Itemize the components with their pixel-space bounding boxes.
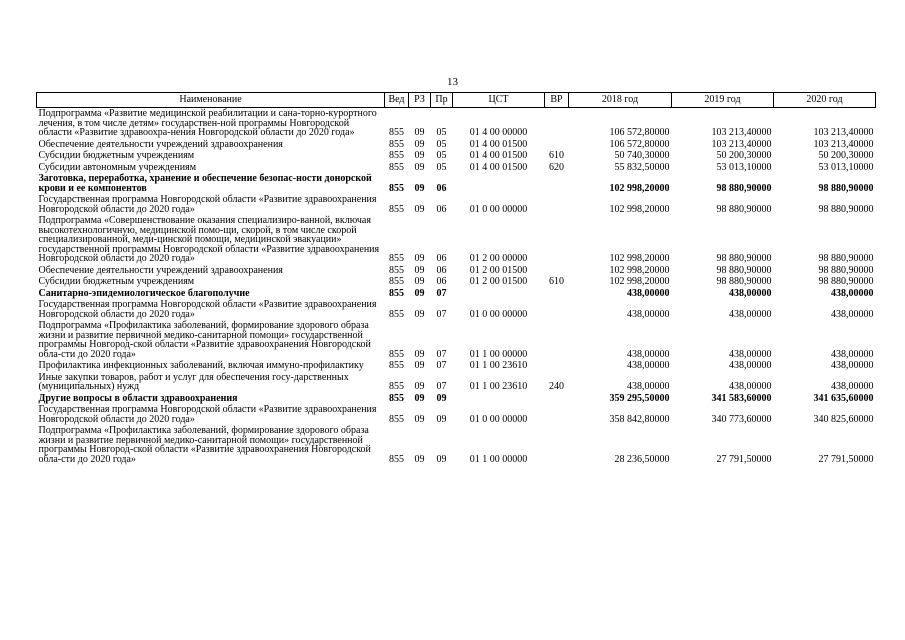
cell-ved: 855 [389,413,404,425]
cell-vr [545,425,569,465]
cell-pr: 09 [436,453,447,465]
cell-vr: 610 [549,150,564,161]
cell-vr [545,299,569,320]
cell-rz: 09 [414,392,425,404]
cell-cst [453,288,545,300]
cell-ved: 855 [389,264,404,276]
cell-2018: 106 572,80000 [609,138,670,150]
cell-2020: 50 200,30000 [818,150,874,161]
header-ved: Вед [385,93,409,108]
cell-2018: 438,00000 [627,287,670,299]
cell-name: Государственная программа Новгородской области «Развитие здравоохранения Новгородской области до 2020 года» [38,194,377,215]
cell-ved: 855 [389,127,404,138]
cell-2020: 98 880,90000 [818,203,874,215]
cell-vr [545,404,569,425]
cell-cst: 01 1 00 23610 [469,381,528,392]
table-row [37,320,876,360]
table-row [37,276,876,288]
cell-cst: 01 1 00 00000 [469,348,528,360]
cell-name: Профилактика инфекционных заболеваний, включая иммуно-профилактику [38,360,364,371]
table-row [37,150,876,162]
cell-vr [545,139,569,151]
cell-2020: 340 825,60000 [813,413,874,425]
cell-name: Субсидии бюджетным учреждениям [38,150,195,161]
cell-2019: 340 773,60000 [711,413,772,425]
cell-pr: 07 [436,287,447,299]
cell-name: Иные закупки товаров, работ и услуг для обеспечения госу-дарственных (муниципальных) нужд [38,371,349,392]
cell-rz: 09 [414,161,425,173]
cell-rz: 09 [414,150,425,161]
header-name: Наименование [37,93,385,108]
cell-cst: 01 2 00 01500 [469,276,528,287]
cell-cst: 01 4 00 01500 [469,138,528,150]
cell-2020: 341 635,60000 [813,392,874,404]
cell-vr: 240 [549,381,564,392]
cell-ved: 855 [389,203,404,215]
table-header-row [37,93,876,108]
cell-2019: 98 880,90000 [716,203,772,215]
cell-pr: 07 [436,381,447,392]
cell-2018: 102 998,20000 [609,203,670,215]
cell-rz: 09 [414,308,425,320]
cell-2019: 438,00000 [729,287,772,299]
cell-pr: 05 [436,127,447,138]
cell-name: Подпрограмма «Профилактика заболеваний, формирование здорового образа жизни и развитие первичной медико-санитарной помощи» государственной программы Новгород-ской области «Развитие здравоохранения Новгородской обла-сти до 2020 года» [38,320,371,360]
cell-cst: 01 0 00 00000 [469,413,528,425]
cell-2019: 98 880,90000 [716,253,772,264]
cell-2020: 98 880,90000 [818,253,874,264]
cell-ved: 855 [389,150,404,161]
table-row [37,173,876,194]
cell-rz: 09 [414,360,425,371]
cell-ved: 855 [389,392,404,404]
cell-ved: 855 [389,253,404,264]
cell-name: Другие вопросы в области здравоохранения [38,392,238,404]
cell-2019: 103 213,40000 [711,127,772,138]
cell-2019: 98 880,90000 [716,264,772,276]
page-number: 13 [447,76,458,88]
cell-2019: 341 583,60000 [711,392,772,404]
cell-2020: 98 880,90000 [818,182,874,194]
cell-vr [545,265,569,277]
cell-cst: 01 1 00 23610 [469,360,528,371]
cell-2020: 53 013,10000 [818,161,874,173]
cell-pr: 07 [436,360,447,371]
cell-pr: 09 [436,413,447,425]
table-row [37,299,876,320]
cell-pr: 06 [436,264,447,276]
cell-cst [453,173,545,194]
cell-cst: 01 4 00 01500 [469,161,528,173]
header-pr: Пр [431,93,453,108]
table-row [37,360,876,372]
cell-2018: 438,00000 [627,360,670,371]
cell-2020: 438,00000 [831,381,874,392]
cell-vr [545,108,569,139]
cell-cst: 01 2 00 00000 [469,253,528,264]
cell-name: Обеспечение деятельности учреждений здравоохранения [38,264,283,276]
cell-pr: 05 [436,150,447,161]
cell-2020: 438,00000 [831,308,874,320]
cell-cst: 01 4 00 01500 [469,150,528,161]
cell-rz: 09 [414,413,425,425]
cell-cst: 01 4 00 00000 [469,127,528,138]
header-vr: ВР [545,93,569,108]
cell-ved: 855 [389,348,404,360]
cell-vr [545,393,569,405]
cell-2020: 438,00000 [831,348,874,360]
cell-vr: 610 [549,276,564,287]
cell-name: Заготовка, переработка, хранение и обеспечение безопас-ности донорской крови и ее компонентов [38,173,372,194]
cell-rz: 09 [414,381,425,392]
cell-2018: 438,00000 [627,308,670,320]
cell-ved: 855 [389,138,404,150]
cell-2020: 98 880,90000 [818,264,874,276]
cell-pr: 07 [436,308,447,320]
cell-cst: 01 0 00 00000 [469,203,528,215]
cell-name: Санитарно-эпидемиологическое благополучие [38,287,250,299]
cell-2019: 50 200,30000 [716,150,772,161]
cell-2018: 102 998,20000 [609,253,670,264]
cell-pr: 05 [436,138,447,150]
cell-pr: 06 [436,253,447,264]
table-row [37,108,876,139]
cell-2018: 50 740,30000 [614,150,670,161]
cell-pr: 06 [436,276,447,287]
table-row [37,265,876,277]
header-2018: 2018 год [569,93,672,108]
cell-vr [545,320,569,360]
cell-2020: 98 880,90000 [818,276,874,287]
cell-2019: 438,00000 [729,348,772,360]
cell-2019: 98 880,90000 [716,182,772,194]
table-row [37,372,876,393]
cell-ved: 855 [389,276,404,287]
cell-rz: 09 [414,138,425,150]
budget-table [36,92,876,465]
cell-vr [545,173,569,194]
cell-2019: 53 013,10000 [716,161,772,173]
header-2020: 2020 год [774,93,876,108]
cell-vr [545,288,569,300]
cell-2020: 103 213,40000 [813,127,874,138]
cell-name: Подпрограмма «Развитие медицинской реабилитации и сана-торно-курортного лечения, в том числе детям» государствен-ной программы Новгородской области «Развитие здравоохра-нения Новгородской области до 2020 года» [38,108,377,138]
cell-vr: 620 [549,161,564,173]
cell-ved: 855 [389,287,404,299]
cell-pr: 09 [436,392,447,404]
cell-2019: 27 791,50000 [716,453,772,465]
cell-2019: 438,00000 [729,381,772,392]
cell-2019: 98 880,90000 [716,276,772,287]
cell-name: Обеспечение деятельности учреждений здравоохранения [38,138,283,150]
cell-2020: 27 791,50000 [818,453,874,465]
cell-name: Субсидии бюджетным учреждениям [38,276,195,287]
cell-ved: 855 [389,308,404,320]
table-row [37,393,876,405]
table-row [37,425,876,465]
cell-2020: 438,00000 [831,287,874,299]
cell-name: Подпрограмма «Профилактика заболеваний, формирование здорового образа жизни и развитие первичной медико-санитарной помощи» государственной программы Новгород-ской области «Развитие здравоохранения Новгородской обла-сти до 2020 года» [38,425,371,465]
cell-rz: 09 [414,276,425,287]
table-body [37,108,876,466]
cell-2019: 438,00000 [729,360,772,371]
table-row [37,404,876,425]
cell-ved: 855 [389,161,404,173]
cell-vr [545,215,569,265]
cell-2018: 102 998,20000 [609,182,670,194]
cell-rz: 09 [414,348,425,360]
cell-2018: 106 572,80000 [609,127,670,138]
cell-rz: 09 [414,264,425,276]
cell-cst [453,393,545,405]
cell-2018: 102 998,20000 [609,264,670,276]
table-row [37,162,876,174]
header-cst: ЦСТ [453,93,545,108]
cell-name: Государственная программа Новгородской области «Развитие здравоохранения Новгородской области до 2020 года» [38,404,377,425]
cell-pr: 07 [436,348,447,360]
cell-2018: 359 295,50000 [609,392,670,404]
cell-2018: 102 998,20000 [609,276,670,287]
header-rz: РЗ [409,93,431,108]
cell-pr: 06 [436,203,447,215]
cell-name: Подпрограмма «Совершенствование оказания специализиро-ванной, включая высокотехнологичную, медицинской помо-щи, скорой, в том числе скорой специализированной, меди-цинской помощи, медицинской эвакуации» государственной программы Новгородской области «Развитие здравоохранения Новгородской области до 2020 года» [38,215,380,264]
cell-rz: 09 [414,127,425,138]
cell-ved: 855 [389,182,404,194]
table-row [37,215,876,265]
table-row [37,139,876,151]
cell-ved: 855 [389,453,404,465]
cell-rz: 09 [414,453,425,465]
cell-rz: 09 [414,182,425,194]
table-row [37,288,876,300]
cell-cst: 01 0 00 00000 [469,308,528,320]
cell-vr [545,194,569,215]
cell-2020: 103 213,40000 [813,138,874,150]
cell-2019: 438,00000 [729,308,772,320]
cell-ved: 855 [389,381,404,392]
cell-2018: 358 842,80000 [609,413,670,425]
cell-pr: 05 [436,161,447,173]
cell-rz: 09 [414,203,425,215]
cell-2018: 438,00000 [627,348,670,360]
cell-name: Государственная программа Новгородской области «Развитие здравоохранения Новгородской области до 2020 года» [38,299,377,320]
cell-rz: 09 [414,253,425,264]
cell-ved: 855 [389,360,404,371]
cell-2020: 438,00000 [831,360,874,371]
cell-2018: 55 832,50000 [614,161,670,173]
cell-cst: 01 2 00 01500 [469,264,528,276]
cell-2018: 28 236,50000 [614,453,670,465]
cell-vr [545,360,569,372]
table-row [37,194,876,215]
cell-cst: 01 1 00 00000 [469,453,528,465]
cell-2018: 438,00000 [627,381,670,392]
cell-rz: 09 [414,287,425,299]
cell-2019: 103 213,40000 [711,138,772,150]
cell-pr: 06 [436,182,447,194]
header-2019: 2019 год [672,93,774,108]
cell-name: Субсидии автономным учреждениям [38,161,197,173]
